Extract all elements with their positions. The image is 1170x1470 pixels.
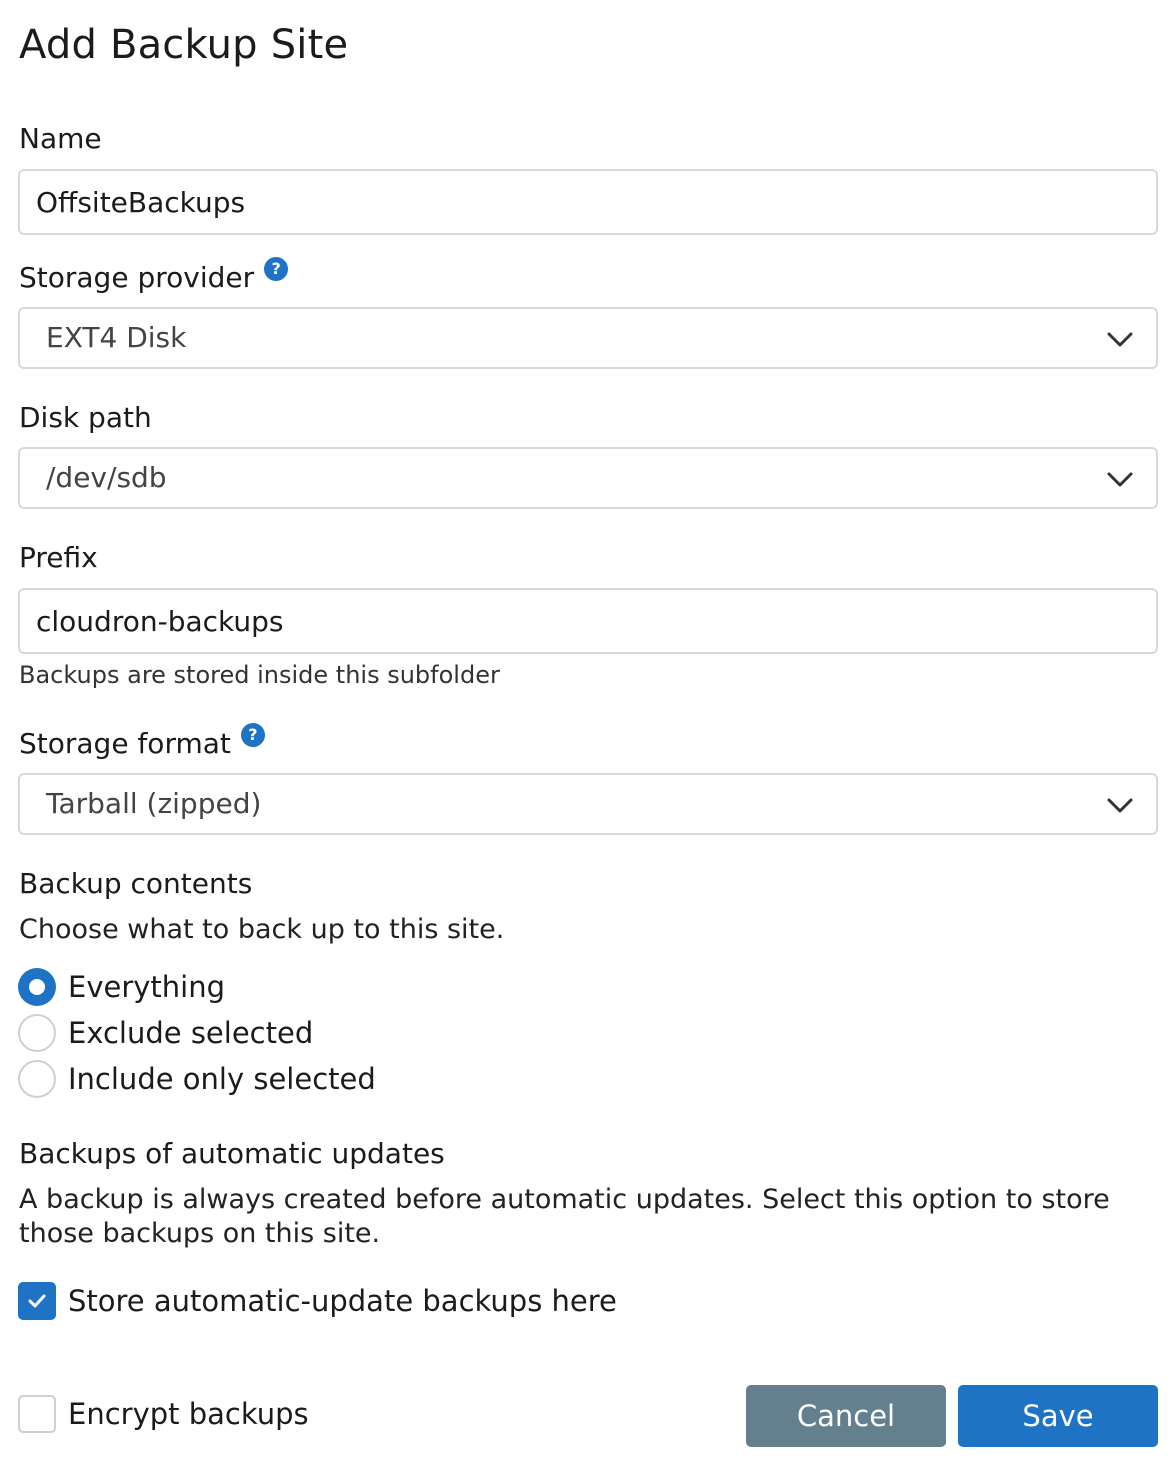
radio-option-everything[interactable] (18, 967, 225, 1007)
prefix-label: Prefix (19, 541, 98, 574)
save-button[interactable]: Save (958, 1385, 1158, 1447)
radio-label: Everything (68, 970, 226, 1004)
radio-button[interactable] (18, 1014, 56, 1052)
radio-button[interactable] (18, 968, 56, 1006)
storage-format-value: Tarball (zipped) (46, 787, 262, 820)
disk-path-value: /dev/sdb (46, 461, 167, 494)
auto-updates-description: A backup is always created before automatic updates. Select this option to store those backups on this site. (19, 1184, 1110, 1249)
chevron-down-icon (1106, 465, 1134, 493)
store-auto-update-backups-label: Store automatic-update backups here (68, 1284, 617, 1318)
checkmark-icon (27, 1292, 47, 1310)
cancel-button[interactable]: Cancel (746, 1385, 946, 1447)
auto-updates-title: Backups of automatic updates (19, 1137, 445, 1170)
backup-contents-title: Backup contents (19, 867, 253, 900)
storage-provider-label-row (19, 261, 288, 294)
chevron-down-icon (1106, 325, 1134, 353)
storage-format-select[interactable] (18, 773, 1158, 835)
radio-button[interactable] (18, 1060, 56, 1098)
encrypt-backups-row[interactable] (18, 1394, 309, 1434)
disk-path-label: Disk path (19, 401, 152, 434)
storage-format-label-row (19, 727, 265, 760)
disk-path-select[interactable] (18, 447, 1158, 509)
radio-option-include-only-selected[interactable] (18, 1059, 376, 1099)
storage-provider-label: Storage provider (19, 261, 255, 294)
question-circle-icon[interactable]: ? (264, 257, 288, 281)
chevron-down-icon (1106, 791, 1134, 819)
dialog-title: Add Backup Site (19, 22, 349, 68)
radio-option-exclude-selected[interactable] (18, 1013, 313, 1053)
encrypt-backups-checkbox[interactable] (18, 1395, 56, 1433)
prefix-input[interactable] (18, 588, 1158, 654)
radio-label: Exclude selected (68, 1016, 314, 1050)
storage-format-label: Storage format (19, 727, 231, 760)
name-input[interactable] (18, 169, 1158, 235)
question-circle-icon[interactable]: ? (241, 723, 265, 747)
storage-provider-select[interactable] (18, 307, 1158, 369)
radio-label: Include only selected (68, 1062, 376, 1096)
store-auto-update-backups-checkbox[interactable] (18, 1282, 56, 1320)
prefix-hint: Backups are stored inside this subfolder (19, 661, 500, 689)
encrypt-backups-label: Encrypt backups (68, 1397, 309, 1431)
name-label: Name (19, 122, 102, 155)
store-auto-update-backups-row[interactable] (18, 1281, 617, 1321)
backup-contents-description: Choose what to back up to this site. (19, 914, 505, 945)
storage-provider-value: EXT4 Disk (46, 321, 187, 354)
